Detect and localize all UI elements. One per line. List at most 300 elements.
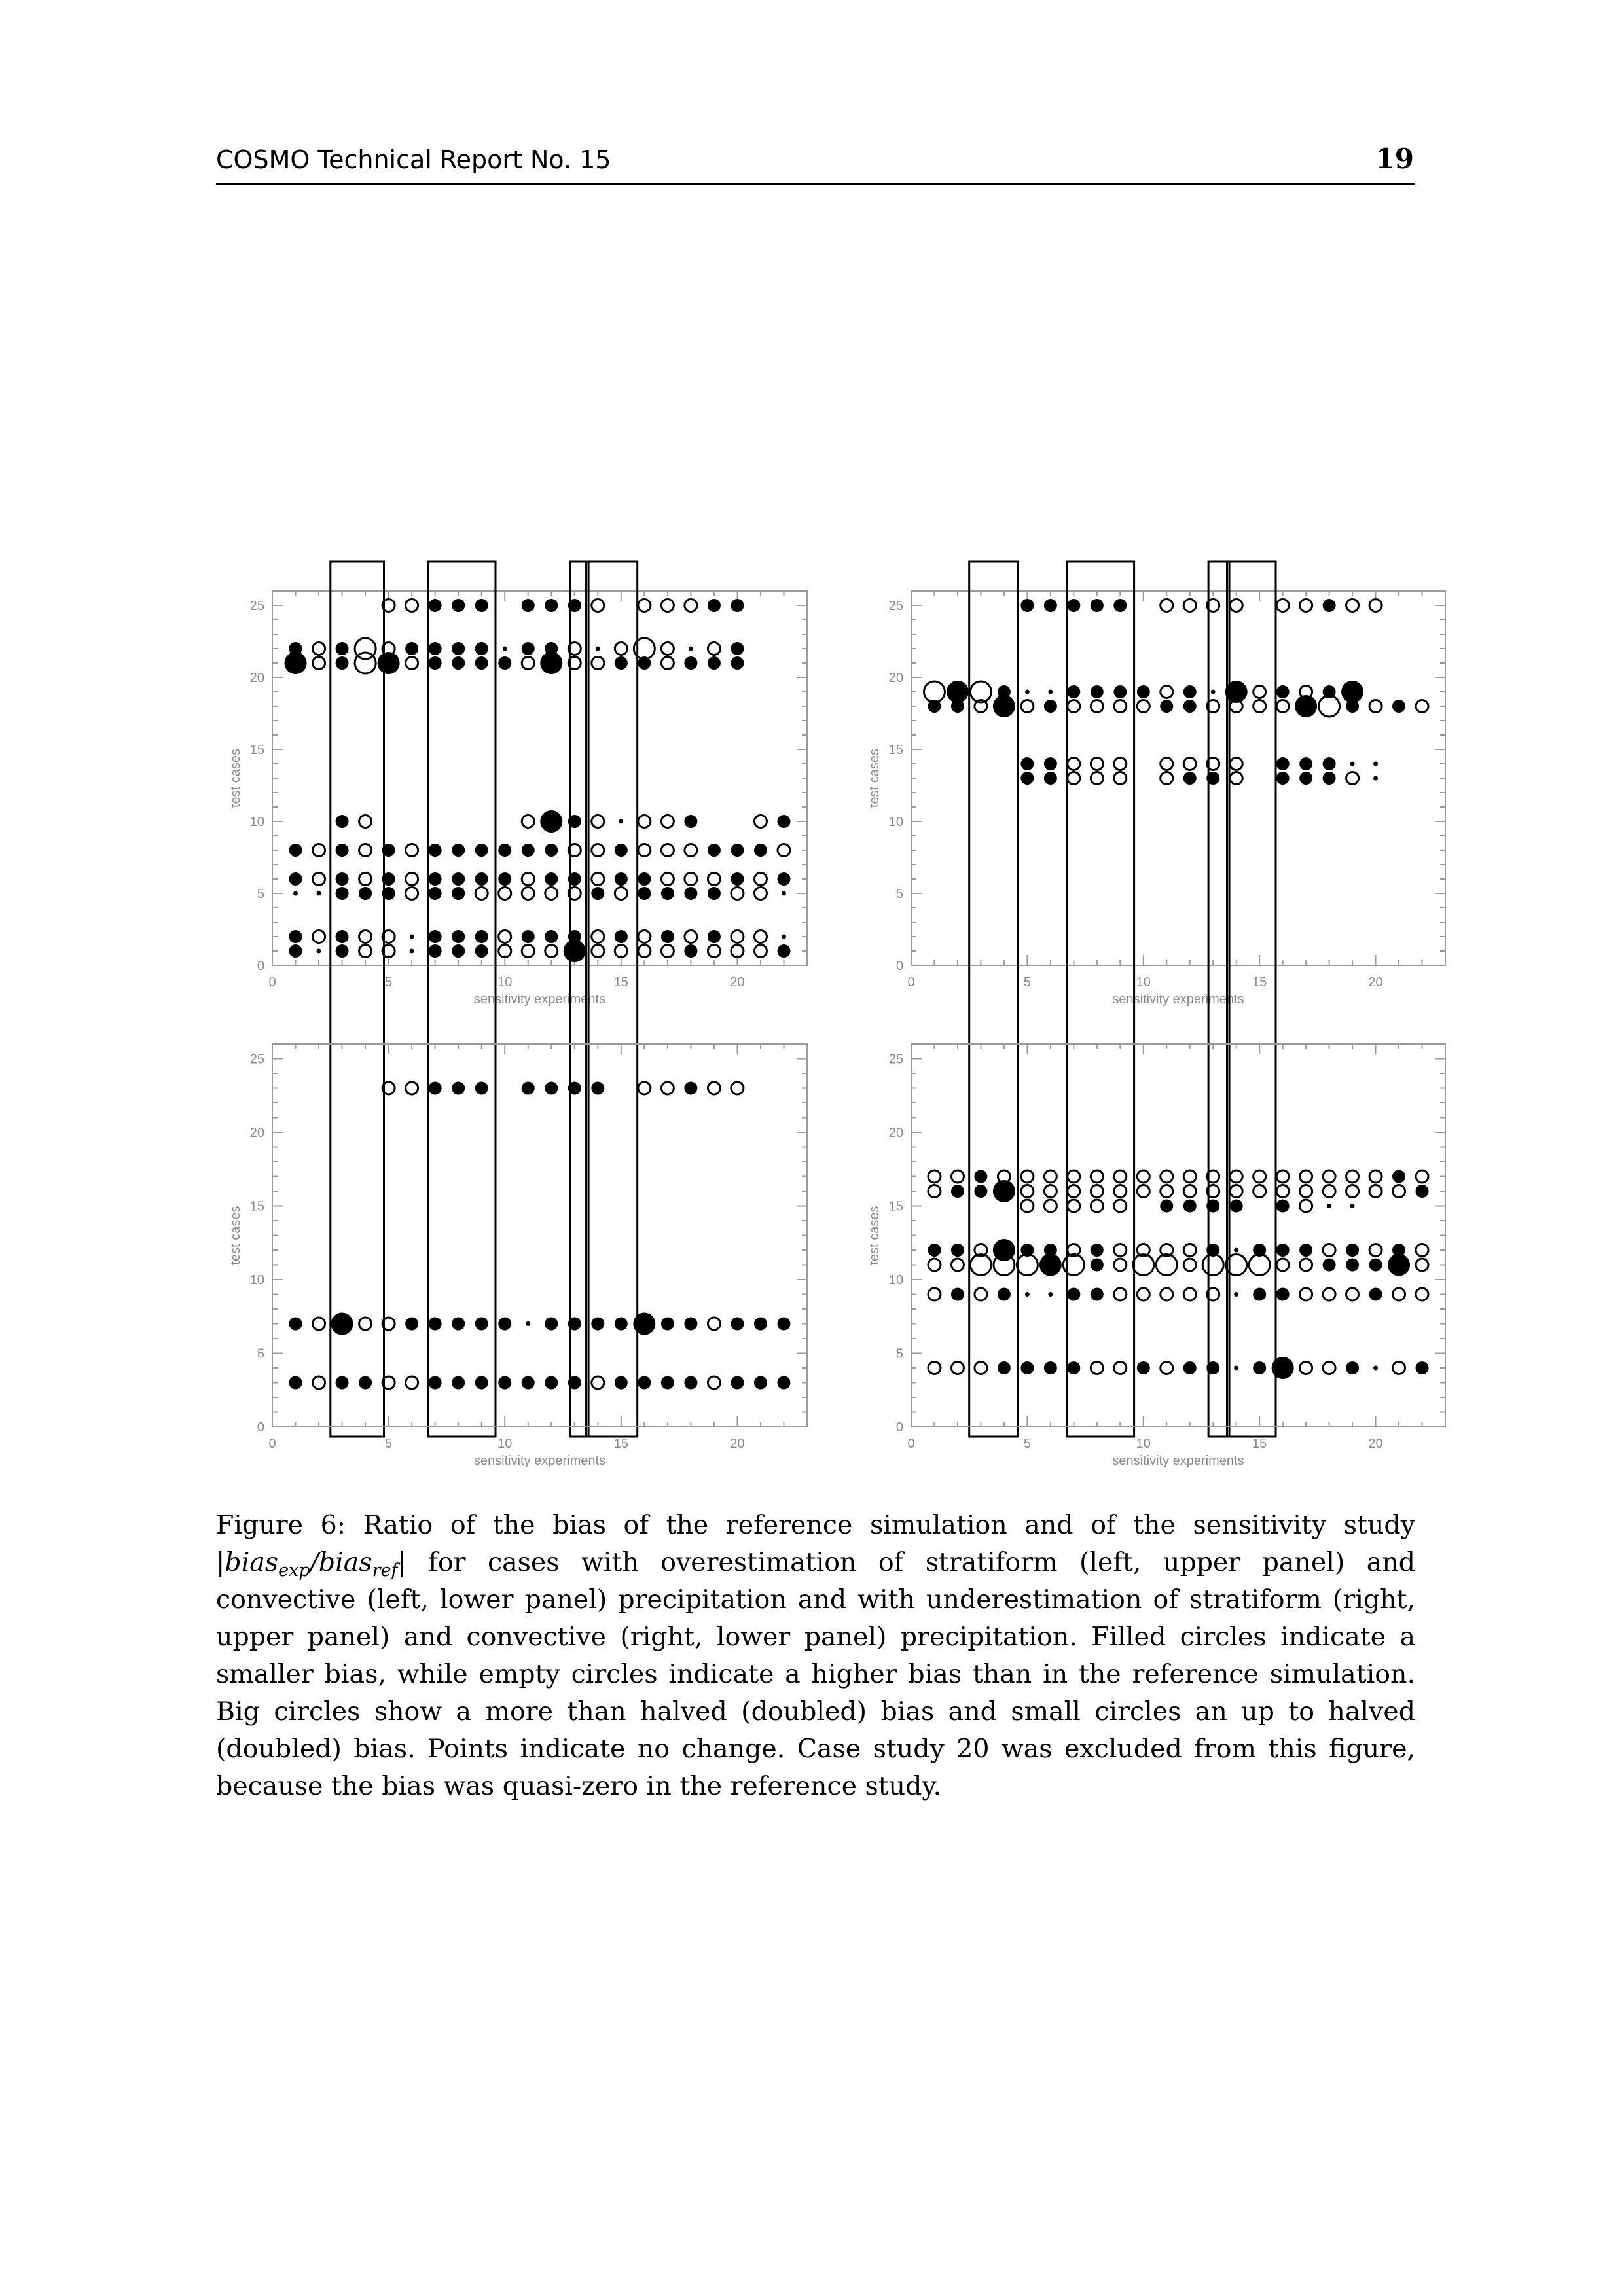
filled-small-circle [1416,1361,1429,1374]
filled-small-circle [754,844,767,857]
no-change-point [1048,1292,1053,1297]
filled-small-circle [336,887,349,900]
empty-big-circle [1202,1255,1223,1276]
empty-small-circle [638,600,651,612]
filled-small-circle [754,1318,767,1331]
filled-small-circle [777,1376,790,1390]
filled-small-circle [429,642,442,655]
empty-small-circle [1091,1185,1103,1198]
filled-small-circle [661,930,674,943]
filled-big-circle [540,810,562,833]
filled-small-circle [951,1288,964,1301]
filled-small-circle [498,844,511,857]
filled-small-circle [1206,1361,1219,1374]
filled-small-circle [1091,599,1104,612]
empty-small-circle [1091,1170,1103,1183]
empty-small-circle [951,1170,964,1183]
no-change-point [1373,762,1378,766]
panel-left-upper [228,562,807,1437]
filled-small-circle [545,930,558,943]
empty-small-circle [731,931,744,943]
empty-small-circle [1369,1244,1382,1257]
filled-big-circle [1272,1357,1294,1379]
empty-small-circle [1254,686,1266,698]
filled-small-circle [545,872,558,886]
empty-small-circle [1346,772,1359,785]
filled-big-circle [331,1313,353,1335]
filled-small-circle [568,1318,581,1331]
empty-small-circle [406,873,418,886]
empty-small-circle [1230,600,1242,612]
filled-small-circle [591,1318,604,1331]
filled-small-circle [1020,1361,1034,1374]
filled-small-circle [1299,772,1312,785]
filled-small-circle [452,599,465,612]
filled-small-circle [498,1376,511,1390]
no-change-point [293,891,298,896]
filled-small-circle [1091,685,1104,698]
empty-small-circle [708,643,720,655]
empty-small-circle [1276,600,1289,612]
filled-small-circle [1276,1244,1290,1257]
empty-big-circle [1249,1255,1270,1276]
empty-small-circle [1276,1259,1289,1271]
empty-small-circle [1137,1170,1149,1183]
filled-small-circle [684,1376,697,1390]
empty-small-circle [731,1082,744,1094]
empty-small-circle [754,931,767,943]
empty-small-circle [1161,1362,1173,1374]
filled-small-circle [661,1376,674,1390]
empty-small-circle [592,1376,604,1389]
filled-small-circle [661,1318,674,1331]
filled-small-circle [731,844,744,857]
x-tick-label: 5 [1023,975,1031,990]
empty-small-circle [1230,772,1242,785]
filled-small-circle [615,1318,628,1331]
empty-small-circle [313,643,325,655]
empty-small-circle [615,888,627,900]
empty-small-circle [661,873,674,886]
filled-small-circle [708,930,721,943]
empty-small-circle [592,945,604,958]
empty-small-circle [638,945,651,958]
empty-small-circle [522,945,534,958]
y-tick-label: 25 [888,599,903,613]
filled-small-circle [336,872,349,886]
filled-small-circle [1044,1361,1057,1374]
filled-small-circle [289,844,302,857]
filled-small-circle [591,1082,604,1095]
empty-small-circle [685,931,697,943]
empty-small-circle [1323,1170,1335,1183]
empty-small-circle [1091,1362,1103,1374]
empty-small-circle [359,873,372,886]
no-change-point [1025,690,1030,694]
y-tick-label: 15 [888,743,903,757]
highlight-column-box [969,562,1019,1437]
empty-small-circle [1068,758,1080,770]
empty-small-circle [638,931,651,943]
empty-small-circle [1068,1185,1080,1198]
x-tick-label: 15 [1252,975,1267,990]
empty-small-circle [545,945,558,958]
empty-small-circle [1114,1244,1127,1257]
empty-small-circle [1416,1244,1428,1257]
panel-right-upper [867,562,1445,1437]
empty-small-circle [406,657,418,670]
x-axis-label: sensitivity experiments [1112,1454,1244,1468]
filled-small-circle [1137,685,1150,698]
caption-part1: Figure 6: Ratio of the bias of the reference simulation and of the sensitivity study | [216,1510,1415,1577]
filled-small-circle [684,1318,697,1331]
filled-small-circle [777,1318,790,1331]
filled-small-circle [1067,599,1080,612]
filled-small-circle [336,1376,349,1390]
filled-small-circle [429,1376,442,1390]
empty-small-circle [1137,1288,1149,1300]
empty-small-circle [1230,1185,1242,1198]
y-axis-label: test cases [228,1206,243,1265]
empty-small-circle [359,931,372,943]
empty-small-circle [1161,600,1173,612]
filled-small-circle [452,642,465,655]
empty-small-circle [1161,772,1173,785]
empty-small-circle [1114,1170,1127,1183]
filled-small-circle [429,656,442,670]
empty-small-circle [406,1082,418,1094]
no-change-point [1373,1366,1378,1371]
x-tick-label: 5 [385,1437,393,1451]
y-tick-label: 0 [895,1420,903,1435]
filled-small-circle [359,1376,372,1390]
empty-small-circle [499,888,511,900]
filled-small-circle [1369,1259,1382,1272]
x-tick-label: 0 [268,1437,276,1451]
filled-small-circle [568,1376,581,1390]
filled-small-circle [1253,1361,1266,1374]
empty-small-circle [406,844,418,857]
filled-small-circle [638,1376,651,1390]
filled-small-circle [336,944,349,958]
filled-small-circle [429,872,442,886]
filled-small-circle [708,656,721,670]
empty-small-circle [313,873,325,886]
empty-small-circle [313,1318,325,1330]
caption-slash: / [310,1547,319,1577]
filled-small-circle [522,642,535,655]
filled-small-circle [1113,685,1127,698]
no-change-point [782,935,786,939]
empty-small-circle [708,1082,720,1094]
filled-small-circle [1067,1288,1080,1301]
empty-small-circle [951,1362,964,1374]
filled-big-circle [993,1180,1015,1202]
filled-small-circle [1323,772,1336,785]
empty-small-circle [1183,1288,1196,1300]
empty-small-circle [1183,1244,1196,1257]
empty-small-circle [731,888,744,900]
filled-small-circle [1183,1200,1197,1213]
no-change-point [1350,1204,1355,1208]
empty-small-circle [1416,1288,1428,1300]
filled-small-circle [452,844,465,857]
filled-small-circle [1276,1288,1290,1301]
filled-small-circle [289,944,302,958]
filled-small-circle [475,599,488,612]
no-change-point [526,1321,530,1326]
filled-small-circle [998,1288,1011,1301]
filled-small-circle [1369,1288,1382,1301]
empty-small-circle [754,873,767,886]
plot-frame [272,591,807,965]
empty-small-circle [1323,1362,1335,1374]
empty-small-circle [754,945,767,958]
empty-small-circle [1300,1185,1312,1198]
empty-big-circle [1319,696,1340,717]
y-tick-label: 0 [257,959,264,973]
filled-small-circle [336,844,349,857]
filled-small-circle [1346,1361,1359,1374]
empty-small-circle [754,888,767,900]
filled-small-circle [974,1185,987,1198]
filled-small-circle [405,1318,418,1331]
empty-small-circle [1161,1288,1173,1300]
empty-small-circle [1416,700,1428,713]
empty-big-circle [970,1255,991,1276]
filled-small-circle [998,1361,1011,1374]
empty-small-circle [313,657,325,670]
empty-small-circle [1416,1170,1428,1183]
filled-small-circle [638,872,651,886]
filled-small-circle [1276,1200,1290,1213]
empty-small-circle [1183,600,1196,612]
y-tick-label: 20 [249,1126,264,1140]
filled-small-circle [731,1318,744,1331]
empty-small-circle [1161,1185,1173,1198]
filled-small-circle [452,1376,465,1390]
filled-small-circle [951,1185,964,1198]
empty-small-circle [661,816,674,828]
empty-small-circle [1346,1185,1359,1198]
filled-small-circle [1183,700,1197,713]
empty-big-circle [1017,1255,1038,1276]
filled-small-circle [684,656,697,670]
filled-small-circle [731,872,744,886]
empty-small-circle [1021,1200,1034,1212]
filled-small-circle [1392,700,1405,713]
empty-small-circle [708,1318,720,1330]
filled-small-circle [522,844,535,857]
empty-small-circle [1021,1170,1034,1183]
empty-small-circle [661,945,674,958]
no-change-point [503,647,507,651]
filled-small-circle [1091,1244,1104,1257]
filled-small-circle [498,872,511,886]
filled-small-circle [545,844,558,857]
empty-small-circle [685,600,697,612]
y-tick-label: 25 [249,1052,264,1067]
empty-small-circle [661,844,674,857]
empty-small-circle [592,873,604,886]
filled-small-circle [684,944,697,958]
filled-small-circle [289,1376,302,1390]
filled-small-circle [1276,772,1290,785]
x-axis-label: sensitivity experiments [1112,992,1244,1007]
filled-small-circle [1346,1244,1359,1257]
filled-small-circle [545,1376,558,1390]
filled-small-circle [522,599,535,612]
highlight-column-box [331,562,384,1437]
no-change-point [1234,1292,1238,1297]
filled-small-circle [452,944,465,958]
panel-right-lower [867,1044,1445,1468]
filled-small-circle [359,887,372,900]
filled-small-circle [429,1318,442,1331]
filled-big-circle [993,695,1015,717]
filled-small-circle [1044,772,1057,785]
empty-small-circle [1346,1288,1359,1300]
filled-small-circle [1183,1361,1197,1374]
filled-small-circle [452,872,465,886]
empty-small-circle [1300,600,1312,612]
empty-small-circle [1091,700,1103,713]
filled-big-circle [1039,1254,1062,1276]
caption-part2: | for cases with overestimation of stratiform (left, upper panel) and convective (left, lower panel) precipitation and with underestimation of stratiform (right, upper panel) and convective (right, lower panel) precipitation. Filled circles indicate a smaller bias, while empty circles indicate a higher bias than in the reference simulation. Big circles show a more than halved (doubled) bias and small circles an up to halved (doubled) bias. Points indicate no change. Case study 20 was excluded from this figure, because the bias was quasi-zero in the reference study. [216,1547,1415,1801]
filled-small-circle [336,815,349,828]
y-tick-label: 10 [249,815,264,829]
filled-small-circle [1253,1288,1266,1301]
empty-small-circle [1183,1170,1196,1183]
filled-small-circle [545,1082,558,1095]
empty-small-circle [1114,1200,1127,1212]
y-tick-label: 5 [257,887,264,901]
filled-small-circle [731,1376,744,1390]
y-axis-label: test cases [228,748,243,808]
filled-small-circle [1067,685,1080,698]
empty-small-circle [1021,1185,1034,1198]
empty-small-circle [1114,1362,1127,1374]
filled-small-circle [928,700,941,713]
no-change-point [317,891,321,896]
filled-small-circle [1183,685,1197,698]
panel-left-lower [228,1044,807,1468]
empty-small-circle [708,873,720,886]
filled-small-circle [974,1170,987,1183]
empty-small-circle [661,657,674,670]
filled-small-circle [1091,1259,1104,1272]
empty-small-circle [359,816,372,828]
empty-small-circle [359,945,372,958]
filled-small-circle [545,1318,558,1331]
empty-small-circle [1161,1170,1173,1183]
filled-small-circle [1299,1244,1312,1257]
empty-small-circle [1300,1288,1312,1300]
empty-small-circle [1068,772,1080,785]
no-change-point [1327,1204,1331,1208]
empty-small-circle [1114,1185,1127,1198]
empty-small-circle [499,931,511,943]
filled-small-circle [429,1082,442,1095]
empty-small-circle [522,657,534,670]
filled-small-circle [336,642,349,655]
filled-small-circle [475,872,488,886]
filled-big-circle [1341,681,1363,703]
filled-small-circle [1020,599,1034,612]
empty-small-circle [615,643,627,655]
filled-small-circle [708,599,721,612]
filled-small-circle [615,1376,628,1390]
empty-small-circle [1137,700,1149,713]
y-tick-label: 15 [249,743,264,757]
empty-small-circle [1068,700,1080,713]
empty-small-circle [708,945,720,958]
filled-small-circle [475,642,488,655]
empty-small-circle [1091,758,1103,770]
empty-small-circle [313,844,325,857]
empty-small-circle [1276,1185,1289,1198]
empty-small-circle [1323,1288,1335,1300]
filled-small-circle [1392,1170,1405,1183]
empty-small-circle [928,1170,941,1183]
empty-small-circle [1114,1288,1127,1300]
filled-small-circle [731,599,744,612]
filled-small-circle [475,656,488,670]
empty-small-circle [1369,700,1382,713]
bias-ref-word: bias [318,1547,372,1577]
filled-small-circle [289,930,302,943]
y-tick-label: 10 [888,1273,903,1287]
no-change-point [782,891,786,896]
empty-small-circle [1068,1170,1080,1183]
bias-exp-subscript: exp [278,1560,310,1581]
filled-small-circle [1323,599,1336,612]
plot-frame [272,1044,807,1427]
empty-small-circle [1183,758,1196,770]
y-tick-label: 0 [895,959,903,973]
filled-small-circle [615,656,628,670]
empty-small-circle [661,643,674,655]
x-tick-label: 10 [497,1437,513,1451]
filled-small-circle [615,872,628,886]
filled-small-circle [1020,772,1034,785]
empty-small-circle [406,1376,418,1389]
empty-small-circle [1346,600,1359,612]
filled-small-circle [452,1318,465,1331]
empty-small-circle [1393,1288,1405,1300]
filled-small-circle [615,844,628,857]
filled-small-circle [522,930,535,943]
filled-small-circle [1160,1200,1173,1213]
empty-small-circle [406,888,418,900]
empty-small-circle [685,873,697,886]
filled-big-circle [947,681,969,703]
empty-small-circle [1276,700,1289,713]
y-tick-label: 15 [249,1199,264,1214]
filled-small-circle [708,844,721,857]
filled-small-circle [545,599,558,612]
empty-small-circle [1393,1185,1405,1198]
empty-small-circle [522,873,534,886]
y-tick-label: 10 [888,815,903,829]
filled-small-circle [429,930,442,943]
filled-small-circle [475,1318,488,1331]
filled-small-circle [708,887,721,900]
empty-big-circle [924,681,945,702]
empty-small-circle [638,816,651,828]
empty-small-circle [928,1185,941,1198]
filled-small-circle [429,944,442,958]
